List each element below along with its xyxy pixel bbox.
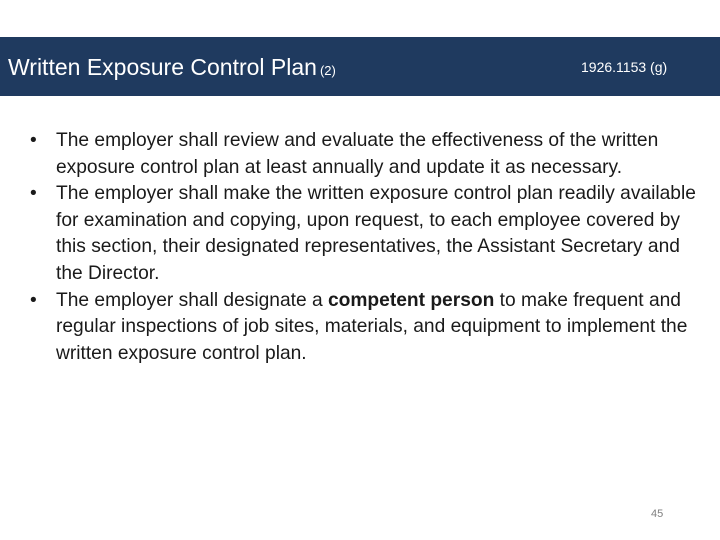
- bullet-item: [30, 181, 710, 287]
- bullet-text-before: The employer shall designate a: [56, 289, 328, 311]
- bullet-item: [30, 288, 710, 368]
- regulation-reference: 1926.1153 (g): [581, 59, 668, 75]
- bullet-list: [30, 128, 710, 367]
- slide-title-suffix: (2): [319, 63, 336, 78]
- slide-title-text: Written Exposure Control Plan: [8, 54, 317, 80]
- bullet-text: The employer shall review and evaluate the effectiveness of the written exposure control plan at least annually and update it as necessary.: [56, 130, 659, 178]
- bullet-text: The employer shall make the written exposure control plan readily available for examination and copying, upon request, to each employee covered by this section, their designated representatives, the Assistant Secretary and the Director.: [56, 183, 696, 284]
- bullet-icon: •: [30, 130, 37, 151]
- page-number: 45: [651, 508, 664, 520]
- bullet-text-bold: competent person: [327, 289, 495, 311]
- bullet-text-after: to make frequent and regular inspections of job sites, materials, and equipment to implement the written exposure control plan.: [56, 289, 688, 364]
- slide-title: [8, 53, 336, 85]
- bullet-item: [30, 128, 710, 181]
- bullet-icon: •: [30, 289, 37, 311]
- bullet-icon: •: [30, 183, 37, 205]
